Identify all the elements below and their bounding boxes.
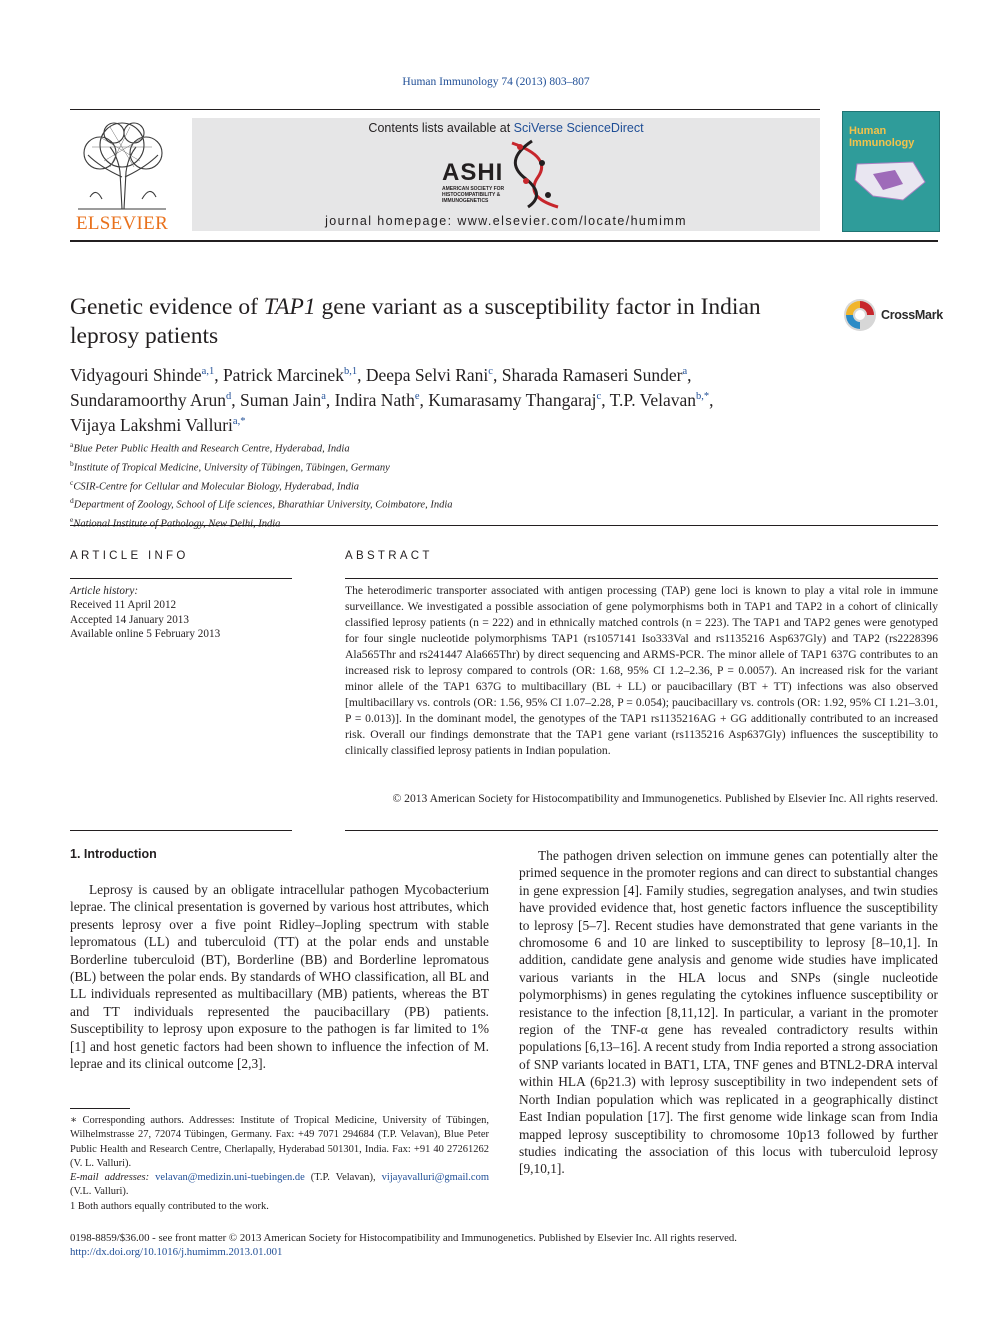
author-list	[70, 361, 930, 437]
cover-map-icon	[843, 152, 939, 222]
affiliation-key: b	[70, 458, 74, 468]
issn-line: 0198-8859/$36.00 - see front matter © 2013 American Society for Histocompatibility and Immunogenetics. Published by Elsevier Inc. All rights reserved.	[70, 1232, 737, 1244]
affiliation-key: c	[70, 477, 74, 487]
affiliation-text: CSIR-Centre for Cellular and Molecular Biology, Hyderabad, India	[73, 481, 360, 493]
email-link-valluri[interactable]: vijayavalluri@gmail.com	[381, 1172, 490, 1184]
cover-title-line-1: Human	[849, 125, 887, 137]
title-part-1: Genetic evidence of	[70, 294, 264, 320]
affiliation-key: a	[70, 440, 74, 449]
author-name: Deepa Selvi Rani	[365, 364, 489, 385]
author-name: Patrick Marcinek	[222, 364, 344, 385]
author-affiliation-marker[interactable]: b,*	[696, 391, 710, 403]
article-info-heading: ARTICLE INFO	[70, 550, 189, 562]
crossmark-badge[interactable]	[843, 298, 943, 334]
corresponding-author-note: ∗ Corresponding authors. Addresses: Institute of Tropical Medicine, University of Tübingen, Wilhelmstrasse 27, 72074 Tübingen, Germany. Fax: +49 7071 294684 (T.P. Velavan), Blue Peter Public Health and Research Centre, Cherlapally, Hyderabad 501301, India. Fax: +91 40 27261262 (V. L. Valluri).	[70, 1115, 489, 1169]
received-date: Received 11 April 2012	[70, 599, 177, 612]
author-name: Sharada Ramaseri Sunder	[501, 364, 683, 385]
author-affiliation-marker[interactable]: e	[414, 391, 420, 403]
affiliation	[70, 476, 930, 495]
introduction-paragraph-2: The pathogen driven selection on immune genes can potentially alter the primed sequence in the promoter regions and can direct to substantial changes in gene expression [4]. Family studies, segregation analyses, and twin studies have provided evidence that, host genetic factors influence the susceptibility to leprosy [5–7]. Recent studies have demonstrated that gene variants in the chromosome 6 and 10 are linked to susceptibility to leprosy [8–10,1]. In addition, candidate gene analysis and genome wide studies have implicated various variants in the HLA locus and SNPs (single nucleotide polymorphisms) in genes regulating the cytokines influence susceptibility or resistance to the infection [8,11,12]. In particular, a variant in the promoter region of the TNF-α gene has revealed contradictory results within populations [6,13–16]. A recent study from India reported a strong association of SNP variants located in BAT1, LTA, TNF genes and BTNL2-DRA interval within HLA (6p21.3) with leprosy susceptibility in two independent sets of North Indian population which was replicated in a geographically distinct East Indian population [17]. The first genome wide linkage scan from India mapped leprosy susceptibility to chromosome 10p13 followed by further studies indicating the association of this locus with tuberculoid leprosy [9,10,1].	[519, 848, 938, 1177]
cover-title-line-2: Immunology	[849, 137, 915, 149]
abstract-rule	[345, 578, 938, 579]
author-name: Vidyagouri Shinde	[70, 364, 202, 385]
author-affiliation-marker[interactable]: d	[226, 391, 232, 403]
ashi-subtext: AMERICAN SOCIETY FOR HISTOCOMPATIBILITY & IMMUNOGENETICS	[442, 186, 505, 204]
sciencedirect-link[interactable]: SciVerse ScienceDirect	[513, 121, 644, 135]
article-info-rule-bottom	[70, 830, 292, 831]
author-affiliation-marker[interactable]: a,1	[201, 366, 215, 377]
author[interactable]	[240, 390, 335, 410]
author-separator: ,	[492, 364, 502, 385]
crossmark-icon	[843, 298, 877, 332]
footnotes	[70, 1114, 489, 1214]
introduction-heading: 1. Introduction	[70, 847, 157, 861]
masthead-rule	[70, 240, 938, 242]
author-separator: ,	[687, 364, 692, 385]
article-info-rule	[70, 578, 292, 579]
affiliation-text: Blue Peter Public Health and Research Centre, Hyderabad, India	[73, 443, 350, 455]
author-affiliation-marker[interactable]: c	[488, 366, 493, 377]
affiliation	[70, 457, 930, 476]
author[interactable]	[70, 415, 245, 435]
affiliation	[70, 513, 930, 532]
elsevier-wordmark: ELSEVIER	[75, 213, 169, 234]
abstract-text: The heterodimeric transporter associated with antigen processing (TAP) gene loci is known to play a vital role in immune surveillance. We investigated a possible association of gene polymorphisms both in TAP1 and TAP2 in a cohort of clinically classified leprosy patients (n = 222) and in ethnically matched controls (n = 223). The TAP1 and TAP2 genes were genotyped for four single nucleotide polymorphisms TAP1 (rs1057141 Iso333Val and rs1135216 Asp637Gly) and TAP2 (rs2228396 Ala565Thr and rs241447 Ala665Thr) by direct sequencing and ARMS-PCR. The minor allele of TAP1 637G contributes to an increased risk to leprosy compared to controls (OR: 1.68, 95% CI 1.2–2.36, P = 0.0057). An increased risk for the variant minor allele of the TAP1 637G to multibacillary (BL + LL) or paucibacillary (BT + TT) infections was also observed [multibacillary vs. controls (OR: 1.56, 95% CI 1.07–2.28, P = 0.054); paucibacillary vs. controls (OR: 1.92, 95% CI 1.21–3.01, P = 0.013)]. In the dominant model, the genotypes of the TAP1 rs1135216AG + GG additionally contributed to an increased risk. Overall our findings demonstrate that the TAP1 gene variant (rs1135216 Asp637Gly) influences the susceptibility to clinically classified leprosy patients in Indian population.	[345, 584, 938, 757]
author-separator: ,	[325, 390, 335, 411]
author[interactable]	[502, 365, 692, 385]
author[interactable]	[366, 365, 502, 385]
author[interactable]	[610, 390, 714, 410]
author-separator: ,	[709, 390, 714, 411]
email-note	[70, 1171, 489, 1200]
crossmark-label: CrossMark	[881, 308, 943, 322]
author[interactable]	[223, 365, 366, 385]
author-separator: ,	[214, 364, 223, 385]
cover-title	[849, 125, 914, 149]
affiliation-text: National Institute of Pathology, New Delhi, India	[73, 518, 281, 530]
author[interactable]	[428, 390, 609, 410]
tree-icon	[70, 117, 174, 213]
author-affiliation-marker[interactable]: a	[321, 391, 326, 403]
author-name: Sundaramoorthy Arun	[70, 390, 227, 411]
title-part-2: gene variant as a susceptibility factor in Indian leprosy patients	[70, 294, 761, 349]
author-name: Vijaya Lakshmi Valluri	[70, 415, 233, 436]
author[interactable]	[335, 390, 429, 410]
journal-cover-thumbnail	[842, 111, 940, 232]
author-separator: ,	[601, 390, 610, 411]
author-affiliation-marker[interactable]: b,1	[343, 366, 358, 377]
author-separator: ,	[357, 364, 366, 385]
history-label: Article history:	[70, 585, 139, 597]
doi-link[interactable]: http://dx.doi.org/10.1016/j.humimm.2013.01.001	[70, 1246, 283, 1259]
affiliation-key: e	[70, 515, 74, 525]
footnote-rule	[70, 1108, 130, 1109]
contents-prefix: Contents lists available at	[368, 121, 514, 135]
journal-masthead	[192, 118, 820, 231]
elsevier-logo	[70, 117, 174, 235]
equal-contribution-note: 1 Both authors equally contributed to the work.	[70, 1200, 269, 1212]
ashi-logo	[442, 137, 572, 209]
header-rule	[70, 109, 820, 110]
author-name: Kumarasamy Thangaraj	[428, 390, 597, 411]
ashi-wordmark: ASHI	[442, 159, 504, 186]
abstract-heading: ABSTRACT	[345, 550, 433, 562]
author-separator: ,	[231, 390, 241, 411]
journal-reference[interactable]: Human Immunology 74 (2013) 803–807	[402, 76, 590, 88]
article-history	[70, 584, 292, 641]
introduction-paragraph-1: Leprosy is caused by an obligate intracellular pathogen Mycobacterium leprae. The clinical presentation is governed by various host attributes, which presents leprosy over a five point Ridley–Jopling spectrum with stable lepromatous (LL) and tuberculoid (TT) at the polar ends and unstable Borderline tuberculoid (BT), Borderline (BB) and Borderline lepromatous (BL) between the polar ends. By standards of WHO classification, all BL and LL individuals represented as multibacillary (MB) patients, whereas the BT and TT individuals represented the paucibacillary (PB) patients. Susceptibility to leprosy upon exposure to the pathogen is far limited to 1% [1] and host genetic factors had been shown to influence the infection of M. leprae and its clinical outcome [2,3].	[70, 882, 489, 1072]
section-rule	[70, 525, 938, 526]
email-owner-2: (V.L. Valluri).	[70, 1186, 129, 1198]
author-affiliation-marker[interactable]: a,*	[232, 416, 246, 428]
author-name: Suman Jain	[240, 390, 322, 411]
affiliation-text: Institute of Tropical Medicine, University of Tübingen, Tübingen, Germany	[73, 462, 390, 474]
affiliation	[70, 494, 930, 513]
online-date: Available online 5 February 2013	[70, 627, 221, 640]
email-link-velavan[interactable]: velavan@medizin.uni-tuebingen.de	[155, 1172, 305, 1184]
journal-homepage[interactable]: journal homepage: www.elsevier.com/locate/humimm	[325, 214, 687, 228]
page-footer	[70, 1231, 938, 1260]
email-owner-1: (T.P. Velavan),	[304, 1172, 382, 1184]
affiliation	[70, 438, 930, 457]
author-name: Indira Nath	[334, 390, 415, 411]
title-gene: TAP1	[263, 294, 316, 320]
author-affiliation-marker[interactable]: a	[682, 366, 688, 377]
author-name: T.P. Velavan	[609, 390, 697, 411]
author[interactable]	[70, 390, 240, 410]
email-label: E-mail addresses:	[70, 1172, 150, 1184]
affiliation-list	[70, 438, 930, 532]
affiliation-key: d	[70, 496, 74, 506]
accepted-date: Accepted 14 January 2013	[70, 613, 189, 626]
author[interactable]	[70, 365, 223, 385]
abstract-copyright: © 2013 American Society for Histocompatibility and Immunogenetics. Published by Elsevier Inc. All rights reserved.	[392, 792, 938, 805]
abstract-rule-bottom	[345, 830, 938, 831]
author-affiliation-marker[interactable]: c	[596, 391, 602, 403]
contents-line	[192, 121, 820, 135]
article-title	[70, 293, 790, 351]
affiliation-text: Department of Zoology, School of Life sciences, Bharathiar University, Coimbatore, India	[73, 499, 453, 511]
author-separator: ,	[419, 390, 429, 411]
